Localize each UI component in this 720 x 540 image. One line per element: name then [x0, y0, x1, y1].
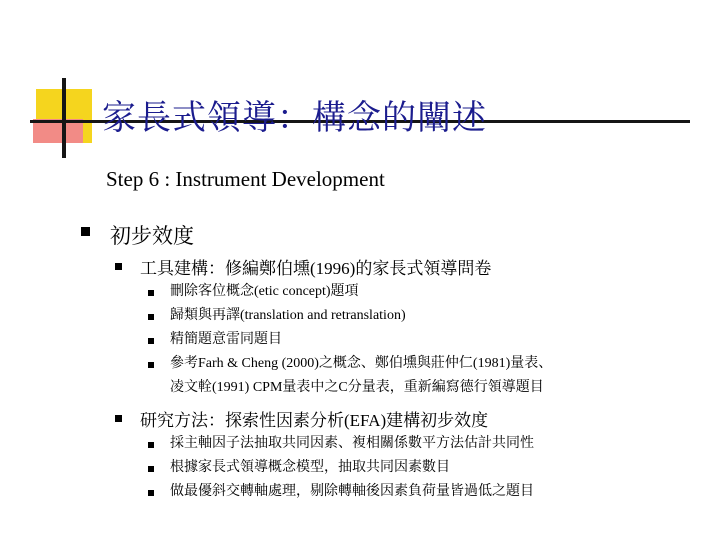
- bullet-square-icon: [148, 442, 154, 448]
- list-item: 精簡題意雷同題目: [170, 332, 282, 347]
- list-item: 做最優斜交轉軸處理，剔除轉軸後因素負荷量皆過低之題目: [170, 484, 534, 499]
- bullet-square-icon: [148, 290, 154, 296]
- list-item: 刪除客位概念(etic concept)題項: [170, 284, 359, 299]
- bullet-square-icon: [148, 466, 154, 472]
- slide-subtitle: Step 6 : Instrument Development: [106, 167, 385, 191]
- decor-vertical-line: [62, 78, 66, 158]
- bullet-square-icon: [81, 227, 90, 236]
- bullet-square-icon: [115, 263, 122, 270]
- list-item-continuation: 凌文輇(1991) CPM量表中之C分量表，重新編寫德行領導題目: [170, 380, 544, 395]
- level2-item-method: 研究方法：探索性因素分析(EFA)建構初步效度: [140, 411, 489, 430]
- level2-item-construction: 工具建構：修編鄭伯壎(1996)的家長式領導問卷: [140, 259, 492, 278]
- bullet-square-icon: [148, 362, 154, 368]
- slide-title: 家長式領導：構念的闡述: [102, 98, 487, 138]
- bullet-square-icon: [115, 415, 122, 422]
- list-item: 歸類與再譯(translation and retranslation): [170, 308, 406, 323]
- bullet-square-icon: [148, 338, 154, 344]
- list-item: 根據家長式領導概念模型，抽取共同因素數目: [170, 460, 450, 475]
- bullet-square-icon: [148, 490, 154, 496]
- list-item: 參考Farh & Cheng (2000)之概念、鄭伯壎與莊仲仁(1981)量表、: [170, 356, 553, 371]
- list-item: 採主軸因子法抽取共同因素、複相關係數平方法估計共同性: [170, 436, 534, 451]
- bullet-square-icon: [148, 314, 154, 320]
- level1-heading: 初步效度: [110, 224, 194, 248]
